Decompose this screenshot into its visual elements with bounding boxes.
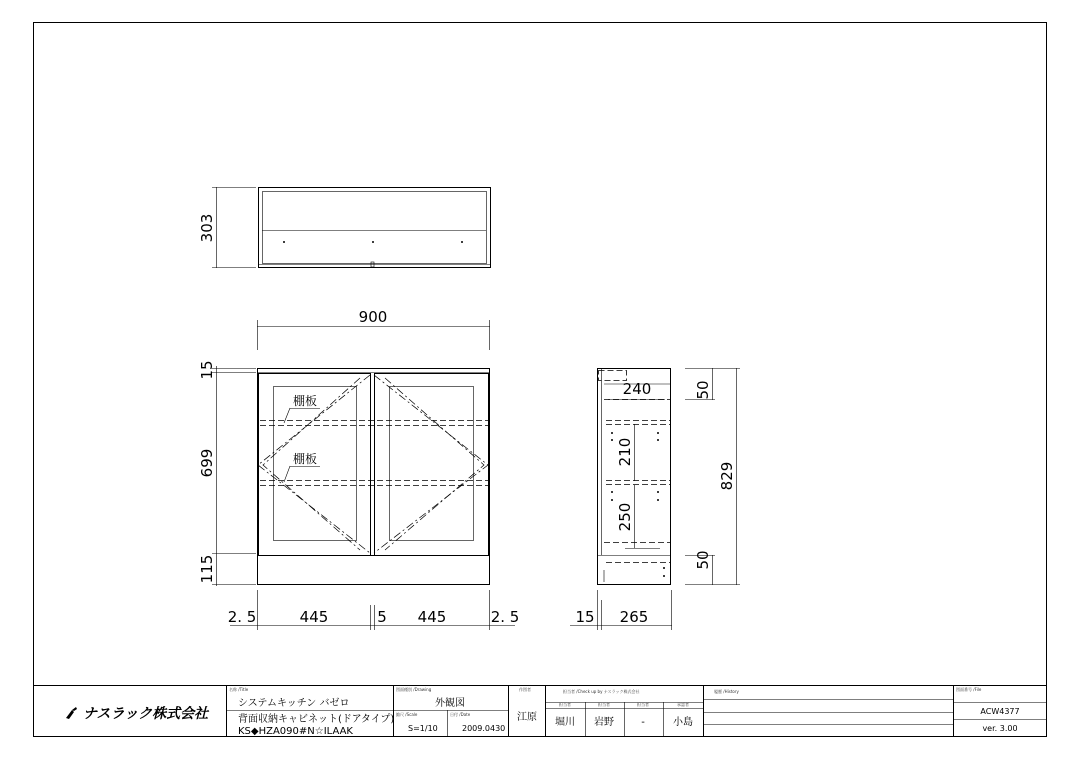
name-line-2: 背面収納キャビネット(ドアタイプ) [238, 714, 395, 725]
dim-top-view-depth: 303 [198, 213, 216, 243]
check-col-4: 承認者 [677, 702, 689, 707]
sheet-border [34, 23, 1047, 737]
dim-side-bottom-clear: 50 [694, 550, 712, 570]
dim-plinth: 115 [198, 554, 216, 584]
check-col-3: 担当者 [637, 702, 649, 707]
top-view [198, 187, 491, 268]
dim-side-total-height: 829 [718, 461, 736, 491]
dim-overall-width: 900 [358, 308, 388, 326]
check-col-2: 担当者 [598, 702, 610, 707]
name-line-3: KS◆HZA090#N☆ILAAK [238, 726, 353, 737]
front-view [198, 360, 519, 630]
version: ver. 3.00 [982, 724, 1018, 733]
label-shelf-1: 棚板 [293, 394, 318, 408]
title-block [34, 686, 1047, 738]
dim-door-height: 699 [198, 448, 216, 478]
dim-side-depth: 265 [619, 608, 649, 626]
check-col-1: 担当者 [559, 702, 571, 707]
name-header: 名称 /Title [229, 687, 249, 692]
name-line-1: システムキッチン バゼロ [238, 698, 350, 709]
drawing-type-header: 図面種別 /Drawing [396, 687, 432, 692]
label-shelf-2: 棚板 [293, 452, 318, 466]
check-name-3: - [641, 717, 645, 728]
check-name-1: 堀川 [555, 717, 575, 728]
check-header: 担当者 /Check up by ナスラック株式会社 [563, 689, 640, 694]
drafter-name: 江原 [517, 712, 537, 723]
drawing-type: 外観図 [435, 698, 465, 709]
file-header: 図面番号 /File [956, 687, 982, 692]
scale-value: S=1/10 [408, 724, 438, 733]
dim-overall-width-group [257, 308, 490, 350]
file-number: ACW4377 [980, 707, 1020, 716]
scale-header: 縮尺 /Scale [396, 712, 418, 717]
dim-side-left: 2. 5 [227, 608, 257, 626]
dim-shelf-pitch-2: 250 [616, 502, 634, 532]
dim-shelf-pitch-1: 210 [616, 437, 634, 467]
dim-top-panel: 15 [198, 360, 216, 380]
history-header: 履歴 /History [714, 689, 739, 694]
date-value: 2009.0430 [462, 724, 506, 733]
drafter-header: 作図者 [519, 687, 531, 692]
check-name-4: 小島 [673, 717, 693, 728]
dim-side-right: 2. 5 [490, 608, 520, 626]
dim-side-top-clear: 50 [694, 380, 712, 400]
dim-door-left: 445 [299, 608, 329, 626]
dim-side-inner-depth: 240 [622, 380, 652, 398]
date-header: 日付 /Date [450, 712, 471, 717]
dim-gap-mid: 5 [377, 608, 387, 626]
side-view [570, 368, 740, 630]
company-logo [66, 705, 210, 722]
check-name-2: 岩野 [594, 717, 614, 728]
dim-door-right: 445 [417, 608, 447, 626]
company-name: ナスラック株式会社 [83, 706, 209, 722]
dim-back-thickness: 15 [575, 608, 595, 626]
